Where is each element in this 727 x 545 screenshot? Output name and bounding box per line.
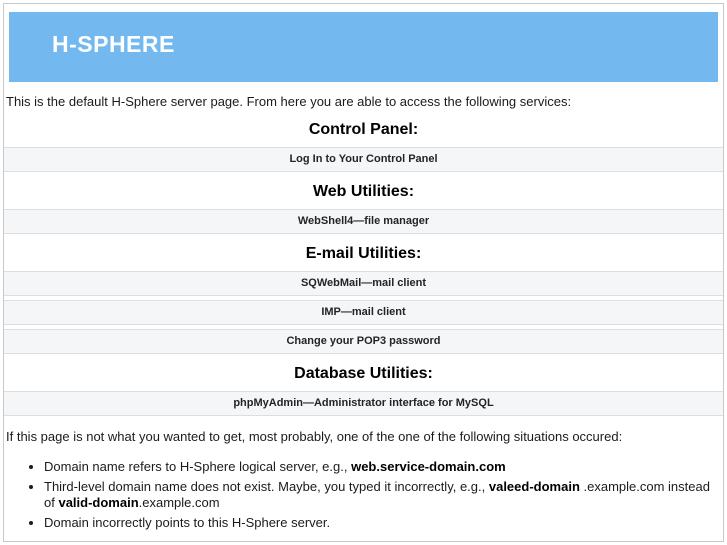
domain-example-bold: valid-domain [58,495,139,510]
service-link[interactable]: IMP—mail client [4,300,723,325]
hsphere-banner [9,12,718,82]
hsphere-logo-text: H-SPHERE [52,30,175,57]
reason-list-item [44,479,723,511]
reason-list-item [44,515,723,531]
domain-example-bold: web.service-domain.com [351,459,506,474]
section-heading: Web Utilities: [312,183,415,200]
service-link[interactable]: SQWebMail—mail client [4,271,723,296]
section-heading: Control Panel: [308,121,419,138]
section-heading: Database Utilities: [294,365,433,382]
domain-example-bold: valeed-domain [488,479,580,494]
reason-list-item [44,459,723,475]
reason-text: .example.com instead of [44,479,710,510]
reason-text: Third-level domain name does not exist. Maybe, you typed it incorrectly, e.g., [44,479,489,494]
reasons-list [4,459,723,531]
footer-note: If this page is not what you wanted to get, most probably, one of the one of the following situations occured: [6,429,623,444]
services-list [4,121,723,416]
page-container [3,3,724,542]
service-link[interactable]: phpMyAdmin—Administrator interface for MySQL [4,391,723,416]
reason-text: Domain name refers to H-Sphere logical server, e.g., [44,459,352,474]
service-link[interactable]: WebShell4—file manager [4,209,723,234]
service-link[interactable]: Change your POP3 password [4,329,723,354]
service-link[interactable]: Log In to Your Control Panel [4,147,723,172]
intro-text: This is the default H-Sphere server page. From here you are able to access the following services: [6,94,572,109]
reason-text: Domain incorrectly points to this H-Sphere server. [44,515,331,530]
section-heading: E-mail Utilities: [305,245,422,262]
reason-text: .example.com [138,495,220,510]
